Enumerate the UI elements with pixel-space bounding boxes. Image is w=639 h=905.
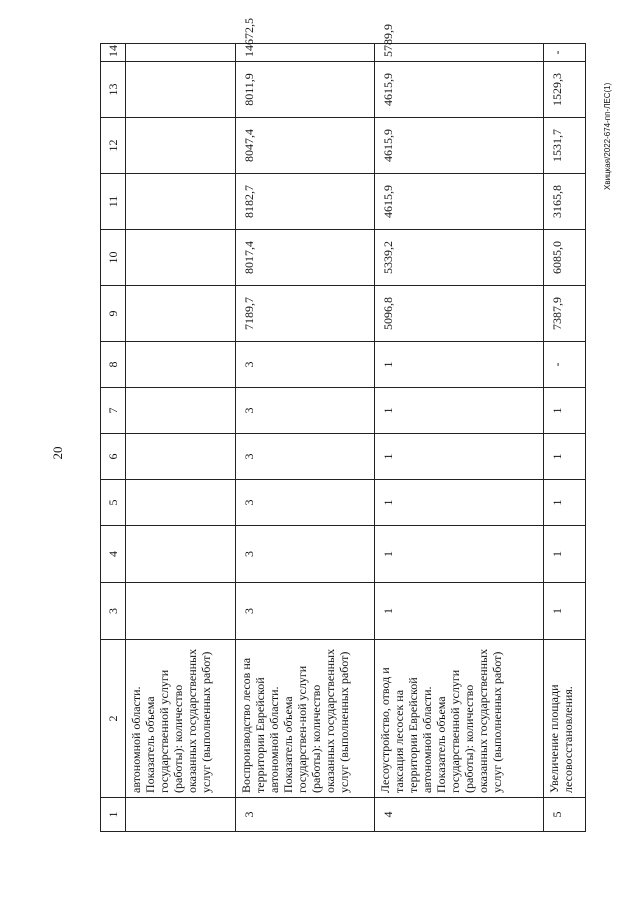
table-cell: 1 (543, 526, 585, 583)
header-cell: 13 (101, 62, 126, 118)
table-row (235, 44, 374, 832)
header-cell: 14 (101, 44, 126, 62)
table-cell: 14672,5 (235, 44, 374, 62)
table-cell: 3 (235, 798, 374, 832)
table-cell: 3 (235, 388, 374, 434)
page-number: 20 (50, 446, 65, 460)
table-cell: 3 (235, 342, 374, 388)
table-cell: 3 (235, 526, 374, 583)
table-cell: 8182,7 (235, 174, 374, 230)
table-cell: 1 (374, 583, 543, 640)
table-cell: 7189,7 (235, 286, 374, 342)
table-cell: автономной области. Показатель объема государственной услуги (работы): количество оказанных государственных услуг (выполненных работ) (126, 640, 236, 798)
rotated-table-container (100, 18, 586, 832)
table-wrapper (100, 18, 586, 832)
table-cell: 1 (543, 388, 585, 434)
table-cell (126, 342, 236, 388)
table-cell: - (543, 44, 585, 62)
header-cell: 12 (101, 118, 126, 174)
header-cell: 6 (101, 434, 126, 480)
table-row (543, 44, 585, 832)
header-cell: 10 (101, 230, 126, 286)
table-cell: 8011,9 (235, 62, 374, 118)
table-cell (126, 388, 236, 434)
table-cell: 5339,2 (374, 230, 543, 286)
table-cell (126, 230, 236, 286)
data-table (100, 18, 586, 832)
table-cell: 1 (374, 480, 543, 526)
table-cell: 3 (235, 434, 374, 480)
table-cell: Увеличение площади лесовосстановления. (543, 640, 585, 798)
table-cell: - (543, 342, 585, 388)
header-cell: 9 (101, 286, 126, 342)
table-cell (126, 62, 236, 118)
header-cell: 8 (101, 342, 126, 388)
table-cell (126, 174, 236, 230)
table-cell: Лесоустройство, отвод и таксация лесосек на территории Еврейской автономной области. Показатель объема государственной услуги (работы): количество оказанных государственных услуг (выполненных работ) (374, 640, 543, 798)
table-cell: 1 (543, 480, 585, 526)
table-cell: 3165,8 (543, 174, 585, 230)
header-cell: 7 (101, 388, 126, 434)
header-cell: 5 (101, 480, 126, 526)
table-row (374, 44, 543, 832)
table-cell: 1 (543, 583, 585, 640)
table-cell: 7387,9 (543, 286, 585, 342)
table-cell (126, 44, 236, 62)
table-cell: 5 (543, 798, 585, 832)
table-cell (126, 434, 236, 480)
table-cell: 1 (543, 434, 585, 480)
table-cell: 5789,9 (374, 44, 543, 62)
header-cell: 4 (101, 526, 126, 583)
table-cell (126, 480, 236, 526)
table-cell: 8047,4 (235, 118, 374, 174)
table-row (126, 44, 236, 832)
table-cell: 1529,3 (543, 62, 585, 118)
table-cell: 1 (374, 434, 543, 480)
table-cell (126, 526, 236, 583)
file-label (598, 82, 618, 190)
header-cell: 11 (101, 174, 126, 230)
table-cell: 4615,9 (374, 174, 543, 230)
header-cell: 1 (101, 798, 126, 832)
table-cell (126, 118, 236, 174)
table-cell: 5096,8 (374, 286, 543, 342)
header-cell: 3 (101, 583, 126, 640)
table-cell: 3 (235, 480, 374, 526)
header-cell: 2 (101, 640, 126, 798)
table-cell (126, 798, 236, 832)
table-cell: 4615,9 (374, 118, 543, 174)
table-cell (126, 286, 236, 342)
table-cell: 1 (374, 388, 543, 434)
table-cell (126, 583, 236, 640)
table-cell: 4 (374, 798, 543, 832)
table-cell: 4615,9 (374, 62, 543, 118)
table-cell: Воспроизводство лесов на территории Еврейской автономной области. Показатель объема государствен-ной услуги (работы): количество оказанных государственных услуг (выполненных работ) (235, 640, 374, 798)
table-header-row (101, 44, 126, 832)
table-cell: 8017,4 (235, 230, 374, 286)
file-label-text: Хвицкая/2022-674-пп-ЛЕС(1) (603, 82, 612, 190)
table-cell: 1 (374, 342, 543, 388)
table-cell: 1531,7 (543, 118, 585, 174)
table-cell: 3 (235, 583, 374, 640)
table-cell: 6085,0 (543, 230, 585, 286)
table-cell: 1 (374, 526, 543, 583)
